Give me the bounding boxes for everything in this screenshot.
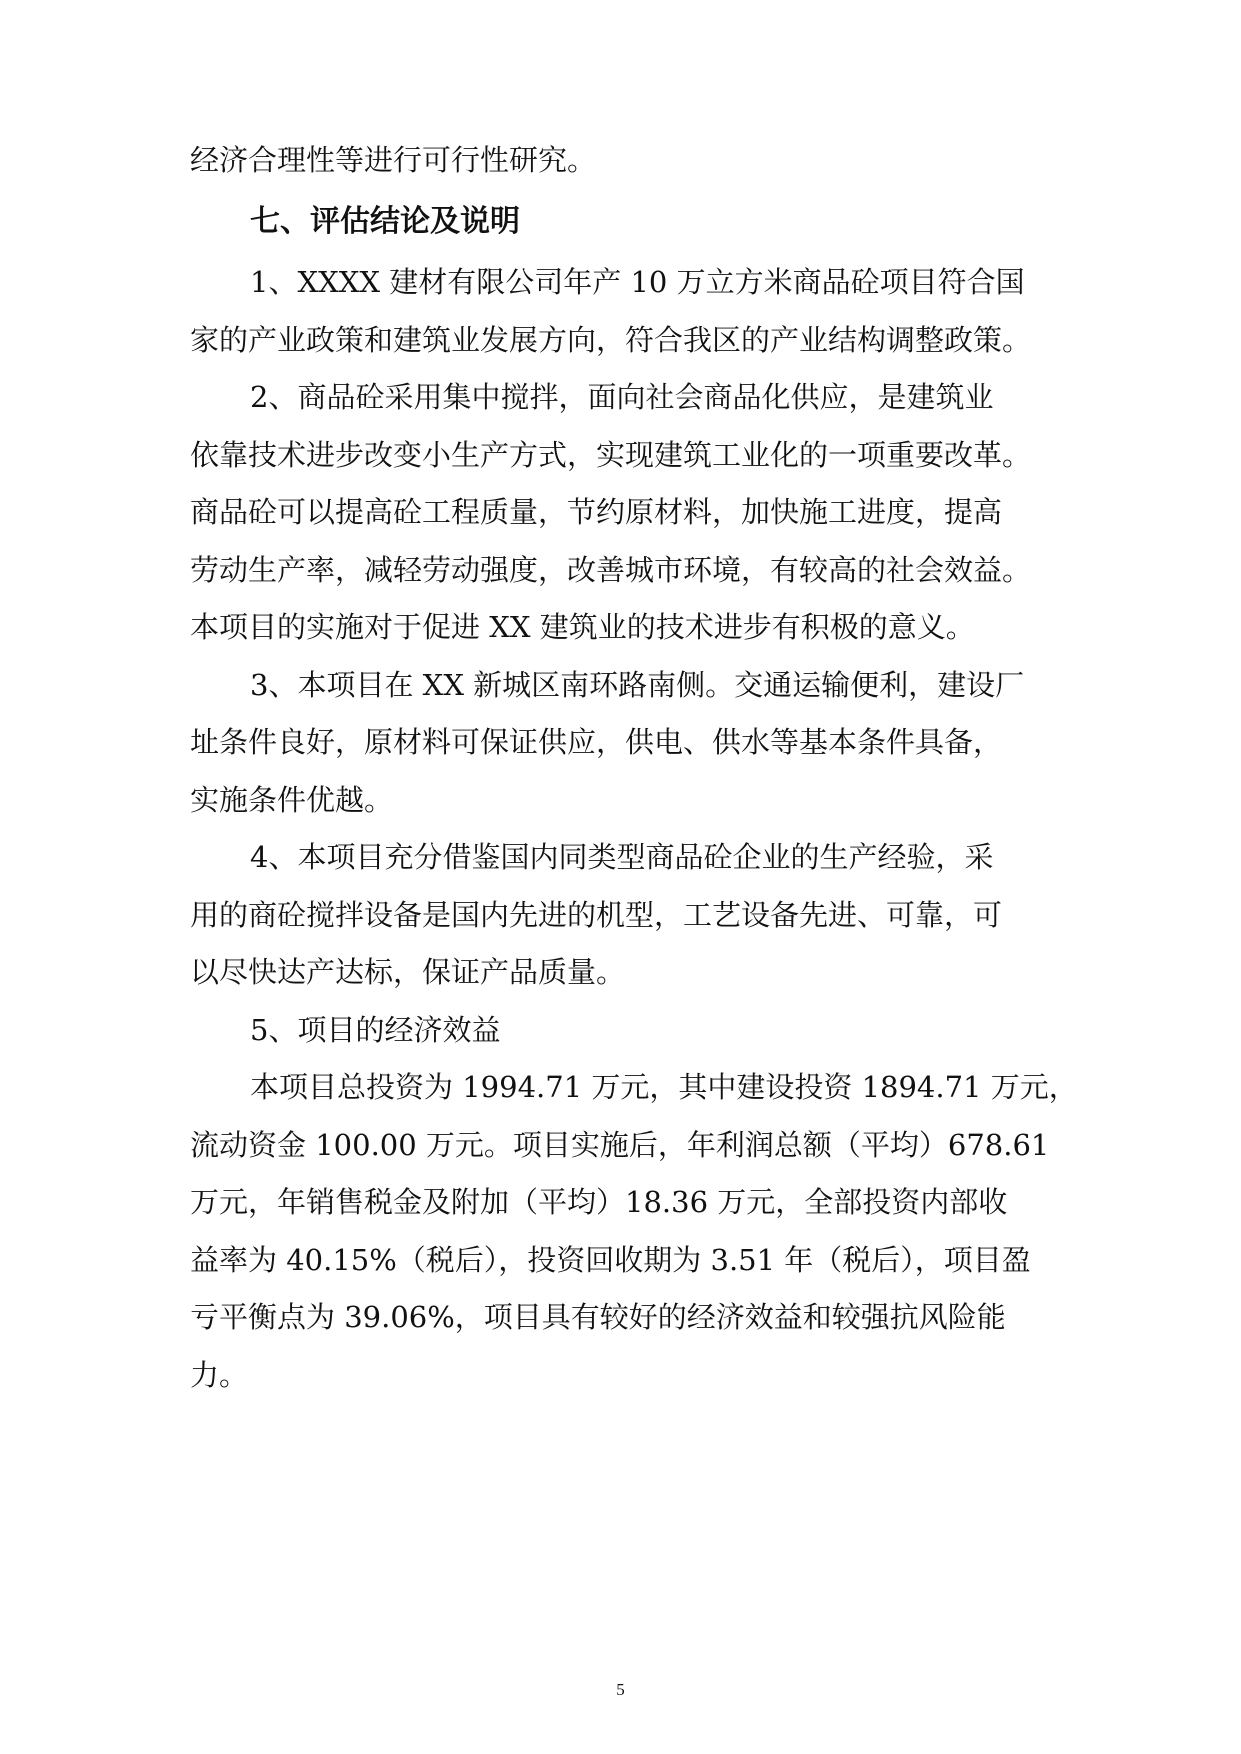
paragraph-1-line-1: 1、XXXX 建材有限公司年产 10 万立方米商品砼项目符合国 xyxy=(250,265,1025,299)
paragraph-5-heading: 5、项目的经济效益 xyxy=(250,1013,501,1047)
paragraph-2-line-3: 商品砼可以提高砼工程质量，节约原材料，加快施工进度，提高 xyxy=(190,495,1003,529)
paragraph-2-line-4: 劳动生产率，减轻劳动强度，改善城市环境，有较高的社会效益。 xyxy=(190,553,1032,587)
paragraph-1-line-2: 家的产业政策和建筑业发展方向，符合我区的产业结构调整政策。 xyxy=(190,323,1032,357)
paragraph-6-line-4: 益率为 40.15%（税后），投资回收期为 3.51 年（税后），项目盈 xyxy=(190,1243,1031,1277)
paragraph-2-line-1: 2、商品砼采用集中搅拌，面向社会商品化供应，是建筑业 xyxy=(250,380,994,414)
paragraph-6-line-2: 流动资金 100.00 万元。项目实施后，年利润总额（平均）678.61 xyxy=(190,1128,1050,1162)
page-number: 5 xyxy=(616,1680,625,1699)
paragraph-4-line-1: 4、本项目充分借鉴国内同类型商品砼企业的生产经验，采 xyxy=(250,840,994,874)
section-heading: 七、评估结论及说明 xyxy=(250,204,520,239)
paragraph-4-line-3: 以尽快达产达标，保证产品质量。 xyxy=(190,955,626,989)
paragraph-6-line-5: 亏平衡点为 39.06%，项目具有较好的经济效益和较强抗风险能 xyxy=(190,1300,1006,1334)
text-line: 经济合理性等进行可行性研究。 xyxy=(190,143,597,177)
paragraph-2-line-2: 依靠技术进步改变小生产方式，实现建筑工业化的一项重要改革。 xyxy=(190,438,1032,472)
paragraph-3-line-3: 实施条件优越。 xyxy=(190,783,394,817)
paragraph-3-line-2: 址条件良好，原材料可保证供应，供电、供水等基本条件具备， xyxy=(190,725,1003,759)
paragraph-3-line-1: 3、本项目在 XX 新城区南环路南侧。交通运输便利，建设厂 xyxy=(250,668,1025,702)
paragraph-6-line-1: 本项目总投资为 1994.71 万元，其中建设投资 1894.71 万元， xyxy=(250,1070,1078,1104)
paragraph-2-line-5: 本项目的实施对于促进 XX 建筑业的技术进步有积极的意义。 xyxy=(190,610,975,644)
paragraph-6-line-3: 万元，年销售税金及附加（平均）18.36 万元，全部投资内部收 xyxy=(190,1185,1008,1219)
paragraph-6-line-6: 力。 xyxy=(190,1358,249,1392)
paragraph-4-line-2: 用的商砼搅拌设备是国内先进的机型，工艺设备先进、可靠，可 xyxy=(190,898,1003,932)
